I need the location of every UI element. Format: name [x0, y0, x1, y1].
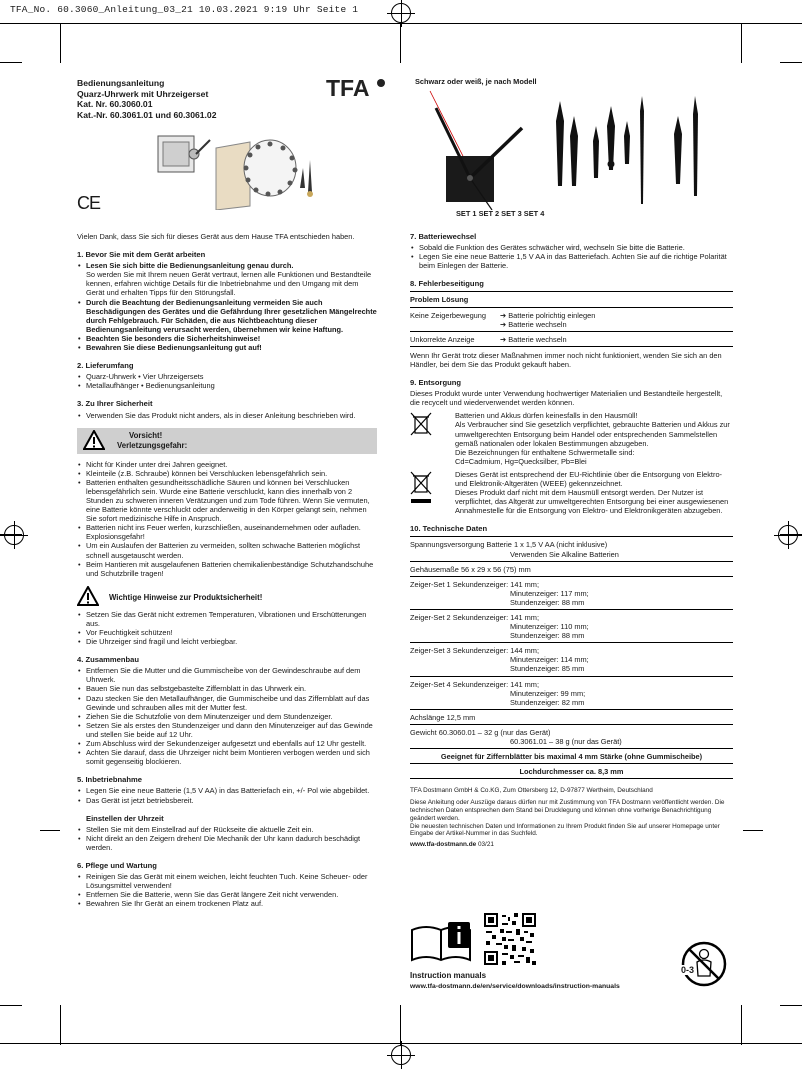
- crop-mark: [0, 1005, 22, 1006]
- list-item: • Reinigen Sie das Gerät mit einem weichen, leicht feuchten Tuch. Keine Scheuer- oder Lösungsmittel verwenden!: [77, 872, 377, 890]
- list-item: • Beim Hantieren mit ausgelaufenen Batterien chemikalienbeständige Schutzhandschuhe und Schutzbrille tragen!: [77, 560, 377, 578]
- fold-mark: [743, 830, 763, 831]
- list-item: • Metallaufhänger • Bedienungsanleitung: [77, 381, 377, 390]
- tfa-logo-icon: [326, 74, 386, 100]
- list-item: • Durch die Beachtung der Bedienungsanleitung vermeiden Sie auch Beschädigungen des Gerätes und die Gefährdung Ihrer gesetzlichen Mängelrechte durch Fehlgebrauch. Für Schäden, die aus Nichtbeachtung dieser Bedienungsanleitung verursacht werden, übernehmen wir keine Haftung.: [77, 298, 377, 334]
- table-row: [410, 677, 733, 710]
- fold-mark: [40, 830, 60, 831]
- instruction-manuals-url[interactable]: www.tfa-dostmann.de/en/service/downloads/instruction-manuals: [410, 983, 620, 990]
- section-9-title: 9. Entsorgung: [410, 378, 462, 388]
- table-row: [410, 725, 733, 749]
- list-item: • Batterien nicht ins Feuer werfen, kurzschließen, auseinandernehmen oder aufladen. Explosionsgefahr!: [77, 523, 377, 541]
- list-item: • Legen Sie eine neue Batterie (1,5 V AA) in das Batteriefach ein, +/- Pol wie abgebildet.: [77, 786, 377, 795]
- table-row: Achslänge 12,5 mm: [410, 710, 733, 725]
- table-cell: Unkorrekte Anzeige: [410, 334, 475, 344]
- table-cell: ➔ Batterie wechseln: [500, 334, 567, 344]
- table-row: [410, 643, 733, 676]
- table-row: [410, 308, 733, 332]
- registration-mark-icon: [391, 1045, 411, 1065]
- section-2-title: 2. Lieferumfang: [77, 361, 134, 371]
- section-5-title: 5. Inbetriebnahme: [77, 775, 142, 785]
- list-item: • Kleinteile (z.B. Schraube) können bei Verschlucken lebensgefährlich sein.: [77, 469, 377, 478]
- weee-bin-icon: [410, 470, 432, 506]
- list-item: • Das Gerät ist jetzt betriebsbereit.: [77, 796, 377, 805]
- table-cell: Minutenzeiger: 114 mm;: [510, 655, 589, 665]
- list-item: • Um ein Auslaufen der Batterien zu vermeiden, sollten schwache Batterien möglichst schnell ausgetauscht werden.: [77, 541, 377, 559]
- battery-disposal-text: Cd=Cadmium, Hg=Quecksilber, Pb=Blei: [455, 456, 587, 466]
- product-safety-bar: [77, 586, 377, 608]
- list-item: • Sobald die Funktion des Gerätes schwächer wird, wechseln Sie bitte die Batterie.: [410, 243, 733, 252]
- battery-disposal-title: Batterien und Akkus dürfen keinesfalls in den Hausmüll!: [455, 411, 638, 421]
- product-photo: [150, 128, 320, 210]
- web-link[interactable]: www.tfa-dostmann.de: [410, 841, 477, 849]
- table-cell: Gewicht 60.3060.01 – 32 g (nur das Gerät): [410, 727, 551, 737]
- crop-mark: [60, 23, 61, 63]
- table-cell: Stundenzeiger: 88 mm: [510, 631, 585, 641]
- troubleshooting-note: Wenn Ihr Gerät trotz dieser Maßnahmen immer noch nicht funktioniert, wenden Sie sich an den Händler, bei dem Sie das Produkt gekauft haben.: [410, 350, 722, 369]
- list-item: • Vor Feuchtigkeit schützen!: [77, 628, 377, 637]
- list-item: • Bewahren Sie Ihr Gerät an einem trockenen Platz auf.: [77, 899, 377, 908]
- product-safety-title: Wichtige Hinweise zur Produktsicherheit!: [109, 592, 263, 602]
- registration-mark-icon: [778, 525, 798, 545]
- table-cell: Zeiger-Set 4 Sekundenzeiger: 141 mm;: [410, 679, 539, 689]
- table-header: [410, 292, 733, 307]
- print-slug: TFA_No. 60.3060_Anleitung_03_21 10.03.2021 9:19 Uhr Seite 1: [10, 4, 359, 15]
- tfa-logo: [326, 74, 386, 100]
- table-cell: Stundenzeiger: 88 mm: [510, 597, 585, 607]
- table-cell: Zeiger-Set 3 Sekundenzeiger: 144 mm;: [410, 646, 539, 656]
- warning-subtitle: Verletzungsgefahr:: [117, 440, 188, 450]
- list-item: • Dazu stecken Sie den Metallaufhänger, die Gummischeibe und das Ziffernblatt auf das Gewinde und schrauben alles mit der Mutter fest.: [77, 694, 377, 712]
- table-cell: Verwenden Sie Alkaline Batterien: [510, 549, 619, 559]
- table-row: [410, 577, 733, 610]
- section-3-title: 3. Zu Ihrer Sicherheit: [77, 399, 153, 409]
- table-cell: Zeiger-Set 1 Sekundenzeiger: 141 mm;: [410, 579, 539, 589]
- instruction-manuals-label: Instruction manuals: [410, 971, 487, 980]
- table-cell: 60.3061.01 – 38 g (nur das Gerät): [510, 737, 622, 747]
- company-address: TFA Dostmann GmbH & Co.KG, Zum Ottersberg 12, D-97877 Wertheim, Deutschland: [410, 787, 653, 795]
- subsection-title: Einstellen der Uhrzeit: [86, 813, 164, 823]
- warning-icon: [83, 430, 105, 450]
- list-item: • Nicht für Kinder unter drei Jahren geeignet.: [77, 460, 377, 469]
- sets-label: SET 1 SET 2 SET 3 SET 4: [456, 209, 545, 218]
- title-line-2: Quarz-Uhrwerk mit Uhrzeigerset: [77, 88, 209, 99]
- crop-mark: [741, 1005, 742, 1045]
- battery-disposal-text: Die Bezeichnungen für enthaltene Schwermetalle sind:: [455, 447, 635, 457]
- list-item: • Achten Sie darauf, dass die Uhrzeiger nicht beim Montieren verbogen werden und sich somit gegenseitig blockieren.: [77, 748, 377, 766]
- hands-illustration: [410, 86, 730, 210]
- list-item: • Setzen Sie das Gerät nicht extremen Temperaturen, Vibrationen und Erschütterungen aus.: [77, 610, 377, 628]
- title-line-4: Kat.-Nr. 60.3061.01 und 60.3061.02: [77, 109, 217, 120]
- list-item: • Lesen Sie sich bitte die Bedienungsanleitung genau durch.: [77, 261, 377, 270]
- table-header-cell: Problem Lösung: [410, 295, 469, 305]
- web-line: [410, 841, 733, 849]
- list-item: • Legen Sie eine neue Batterie 1,5 V AA in das Batteriefach. Achten Sie auf die richtige Polarität beim Einlegen der Batterie.: [410, 252, 733, 270]
- list-item-text: So werden Sie mit Ihrem neuen Gerät vertraut, lernen alle Funktionen und Bestandteile kennen, erfahren wichtige Details für die Inbetriebnahme und den Umgang mit dem Gerät und erhalten Tipps für den Störungsfall.: [86, 270, 372, 298]
- list-item: • Setzen Sie als erstes den Stundenzeiger und dann den Minutenzeiger auf das Gewinde und stellen Sie beide auf 12 Uhr.: [77, 721, 377, 739]
- crop-mark: [0, 62, 22, 63]
- list-item: • Die Uhrzeiger sind fragil und leicht verbiegbar.: [77, 637, 377, 646]
- print-date: 03/21: [477, 841, 494, 849]
- solution-text: ➔ Batterie polrichtig einlegen: [500, 310, 596, 320]
- manual-book-icon: [410, 920, 472, 964]
- section-10-title: 10. Technische Daten: [410, 524, 488, 534]
- list-item: • Nicht direkt an den Zeigern drehen! Die Mechanik der Uhr kann dadurch beschädigt werden.: [77, 834, 377, 852]
- crossed-bin-icon: [410, 411, 432, 439]
- section-8-title: 8. Fehlerbeseitigung: [410, 279, 484, 289]
- weee-block: [410, 470, 733, 515]
- table-cell: Keine Zeigerbewegung: [410, 310, 487, 320]
- list-item: • Batterien enthalten gesundheitsschädliche Säuren und können bei Verschlucken lebensgefährlich sein. Wurde eine Batterie verschluckt, kann dies innerhalb von 2 Stunden zu schweren inneren Verätzungen und zum Tode führen. Wenn Sie vermuten, eine Batterie könnte verschluckt oder anderweitig in den Körper gelangt sein, nehmen Sie sofort medizinische Hilfe in Anspruch.: [77, 478, 377, 523]
- crop-mark-center: [400, 23, 401, 63]
- crop-mark: [741, 23, 742, 63]
- list-item: • Zum Abschluss wird der Sekundenzeiger aufgesetzt und ebenfalls auf 12 Uhr gestellt.: [77, 739, 377, 748]
- table-cell: [500, 311, 733, 329]
- weee-text: Dieses Gerät ist entsprechend der EU-Richtlinie über die Entsorgung von Elektro- und Elektronik-Altgeräten (WEEE) gekennzeichnet.: [455, 469, 723, 488]
- table-row: [410, 610, 733, 643]
- list-item: • Ziehen Sie die Schutzfolie von dem Minutenzeiger und dem Stundenzeiger.: [77, 712, 377, 721]
- table-row: Gehäusemaße 56 x 29 x 56 (75) mm: [410, 562, 733, 577]
- crop-mark: [780, 62, 802, 63]
- list-item: • Stellen Sie mit dem Einstellrad auf der Rückseite die aktuelle Zeit ein.: [77, 825, 377, 834]
- list-item: • Bewahren Sie diese Bedienungsanleitung gut auf!: [77, 343, 377, 352]
- title-line-3: Kat. Nr. 60.3060.01: [77, 99, 153, 110]
- right-column: [410, 232, 733, 849]
- disposal-intro: Dieses Produkt wurde unter Verwendung hochwertiger Materialien und Bestandteile hergestellt, die recycelt und wiederverwendet werden können.: [410, 389, 723, 408]
- list-item: • Quarz-Uhrwerk • Vier Uhrzeigersets: [77, 372, 377, 381]
- intro-text: Vielen Dank, dass Sie sich für dieses Gerät aus dem Hause TFA entschieden haben.: [77, 232, 355, 241]
- warning-bar: [77, 428, 377, 454]
- registration-mark-icon: [391, 3, 411, 23]
- warning-title: Vorsicht!: [129, 430, 163, 440]
- title-line-1: Bedienungsanleitung: [77, 78, 165, 88]
- crop-mark-center: [400, 1005, 401, 1045]
- legal-text: Die neuesten technischen Daten und Informationen zu Ihrem Produkt finden Sie auf unserer Homepage unter Eingabe der Artikel-Nummer in das Suchfeld.: [410, 822, 720, 838]
- battery-disposal-text: Als Verbraucher sind Sie gesetzlich verpflichtet, gebrauchte Batterien und Akkus zur umweltgerechten Entsorgung beim Handel oder entsprechenden Sammelstellen gemäß nationalen oder lokalen Bestimmungen abzugeben.: [455, 420, 730, 448]
- table-row: [410, 537, 733, 561]
- table-cell: Minutenzeiger: 117 mm;: [510, 588, 589, 598]
- section-4-title: 4. Zusammenbau: [77, 655, 140, 665]
- tech-table: [410, 536, 733, 779]
- registration-mark-icon: [4, 525, 24, 545]
- warning-icon: [77, 586, 99, 606]
- section-1-title: 1. Bevor Sie mit dem Gerät arbeiten: [77, 250, 206, 260]
- list-item: • Beachten Sie besonders die Sicherheitshinweise!: [77, 334, 377, 343]
- section-6-title: 6. Pflege und Wartung: [77, 860, 157, 870]
- crop-mark: [780, 1005, 802, 1006]
- list-item: • Bauen Sie nun das selbstgebastelte Ziffernblatt in das Uhrwerk ein.: [77, 684, 377, 693]
- battery-disposal-block: [410, 411, 733, 466]
- table-row: Geeignet für Ziffernblätter bis maximal 4 mm Stärke (ohne Gummischeibe): [410, 749, 733, 764]
- left-column: [77, 232, 377, 908]
- table-cell: Spannungsversorgung Batterie 1 x 1,5 V AA (nicht inklusive): [410, 540, 608, 550]
- ce-mark: CE: [77, 193, 101, 213]
- table-row: [410, 332, 733, 347]
- table-cell: Stundenzeiger: 82 mm: [510, 697, 585, 707]
- table-cell: Minutenzeiger: 99 mm;: [510, 688, 586, 698]
- troubleshooting-table: [410, 291, 733, 346]
- table-cell: Stundenzeiger: 85 mm: [510, 664, 585, 674]
- weee-text: Dieses Produkt darf nicht mit dem Hausmüll entsorgt werden. Der Nutzer ist verpflichtet, das Altgerät zur umweltgerechten Entsorgung bei einer ausgewiesenen Annahmestelle für die Entsorgung von Elektro- und Elektronikgeräten abzugeben.: [455, 488, 729, 516]
- table-row: Lochdurchmesser ca. 8,3 mm: [410, 764, 733, 779]
- age-warning-symbol: [680, 940, 728, 992]
- qr-code[interactable]: [484, 913, 536, 965]
- list-item: • Entfernen Sie die Mutter und die Gummischeibe von der Gewindeschraube auf dem Uhrwerk.: [77, 666, 377, 684]
- section-7-title: 7. Batteriewechsel: [410, 232, 477, 241]
- table-cell: Zeiger-Set 2 Sekundenzeiger: 141 mm;: [410, 613, 539, 622]
- age-label: 0-3: [681, 965, 695, 975]
- list-item: • Entfernen Sie die Batterie, wenn Sie das Gerät längere Zeit nicht verwenden.: [77, 890, 377, 899]
- table-cell: Minutenzeiger: 110 mm;: [510, 622, 589, 632]
- tfa-logo-text: TFA: [326, 75, 370, 100]
- list-item: • Verwenden Sie das Produkt nicht anders, als in dieser Anleitung beschrieben wird.: [77, 411, 377, 420]
- solution-text: ➔ Batterie wechseln: [500, 319, 567, 329]
- color-note: Schwarz oder weiß, je nach Modell: [415, 77, 537, 86]
- crop-mark: [60, 1005, 61, 1045]
- legal-text: Diese Anleitung oder Auszüge daraus dürfen nur mit Zustimmung von TFA Dostmann veröffentlicht werden. Die technischen Daten entsprechen dem Stand bei Drucklegung und können ohne vorherige Benachrichtigung geändert werden.: [410, 799, 725, 822]
